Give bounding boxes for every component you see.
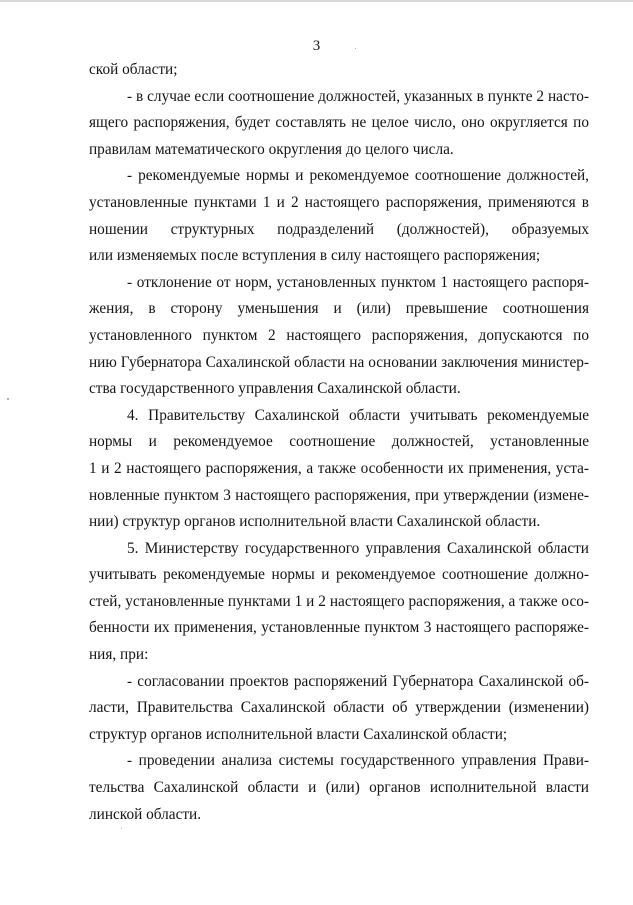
- paragraph-bullet-rounding: [89, 84, 589, 164]
- text-line: нормы и рекомендуемое соотношение должностей, установленные: [89, 433, 589, 451]
- text-line: правилам математического округления до целого числа.: [89, 140, 454, 158]
- document-body: [89, 57, 589, 828]
- text-line: линской области.: [89, 805, 202, 823]
- scan-speck: [7, 398, 9, 400]
- paragraph-bullet-approval: [89, 669, 589, 749]
- scan-speck: [355, 48, 356, 49]
- text-line: бенности их применения, установленные пунктом 3 настоящего распоряже-: [89, 619, 589, 637]
- text-line: - рекомендуемые нормы и рекомендуемое соотношение должностей,: [127, 167, 589, 185]
- text-line: ласти, Правительства Сахалинской области об утверждении (изменении): [89, 699, 589, 717]
- text-line: ской области;: [89, 61, 178, 78]
- text-line: ящего распоряжения, будет составлять не целое число, оно округляется по: [89, 114, 589, 132]
- paragraph-bullet-application: [89, 163, 589, 269]
- paragraph-clause-5: [89, 536, 589, 669]
- text-line: ния, при:: [89, 646, 149, 664]
- paragraph-clause-4: [89, 403, 589, 536]
- text-line: установленные пунктами 1 и 2 настоящего распоряжения, применяются в: [89, 193, 589, 211]
- paragraph-continuation: [89, 57, 589, 84]
- paragraph-bullet-deviation: [89, 270, 589, 403]
- scan-edge: [0, 0, 633, 2]
- text-line: нию Губернатора Сахалинской области на основании заключения министер-: [89, 353, 589, 371]
- text-line: новленные пунктом 3 настоящего распоряжения, при утверждении (измене-: [89, 486, 589, 504]
- text-line: установленного пунктом 2 настоящего распоряжения, допускаются по: [89, 326, 589, 344]
- scan-speck: [121, 828, 122, 829]
- text-line: 5. Министерству государственного управления Сахалинской области: [127, 539, 589, 557]
- text-line: стей, установленные пунктами 1 и 2 настоящего распоряжения, а также осо-: [89, 592, 589, 610]
- text-line: - отклонение от норм, установленных пунктом 1 настоящего распоря-: [127, 273, 589, 291]
- paragraph-bullet-analysis: [89, 748, 589, 828]
- text-line: учитывать рекомендуемые нормы и рекомендуемое соотношение должно-: [89, 566, 589, 584]
- text-line: - согласовании проектов распоряжений Губернатора Сахалинской об-: [127, 672, 589, 690]
- text-line: 4. Правительству Сахалинской области учитывать рекомендуемые: [127, 406, 589, 424]
- text-line: жения, в сторону уменьшения и (или) превышение соотношения: [89, 300, 589, 318]
- text-line: ства государственного управления Сахалинской области.: [89, 380, 461, 398]
- text-line: тельства Сахалинской области и (или) органов исполнительной власти: [89, 779, 589, 797]
- text-line: нии) структур органов исполнительной власти Сахалинской области.: [89, 513, 541, 531]
- text-line: 1 и 2 настоящего распоряжения, а также особенности их применения, уста-: [89, 459, 589, 477]
- text-line: - проведении анализа системы государственного управления Прави-: [127, 752, 589, 770]
- page-number: 3: [312, 38, 321, 54]
- text-line: ношении структурных подразделений (должностей), образуемых: [89, 220, 589, 238]
- text-line: структур органов исполнительной власти Сахалинской области;: [89, 725, 508, 743]
- text-line: или изменяемых после вступления в силу настоящего распоряжения;: [89, 247, 541, 265]
- text-line: - в случае если соотношение должностей, указанных в пункте 2 насто-: [127, 87, 589, 105]
